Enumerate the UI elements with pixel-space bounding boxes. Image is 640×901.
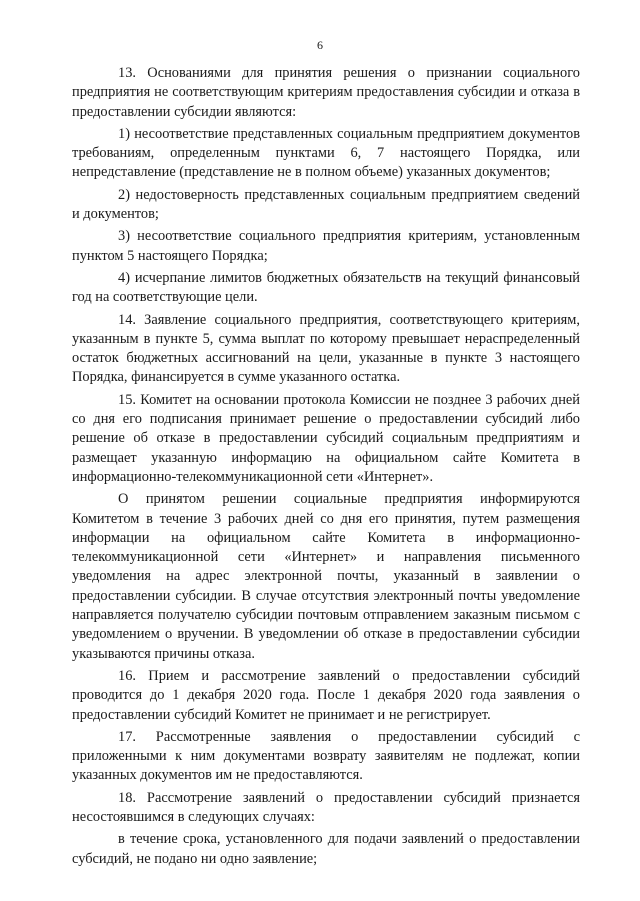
paragraph-16: 16. Прием и рассмотрение заявлений о предоставлении субсидий проводится до 1 декабря 2020 года. После 1 декабря 2020 года заявления о предоставлении субсидий Комитет не принимает и не регистрирует.: [72, 667, 580, 723]
paragraph-13-item-2: 2) недостоверность представленных социальным предприятием сведений и документов;: [72, 186, 580, 223]
paragraph-15-notification: О принятом решении социальные предприятия информируются Комитетом в течение 3 рабочих дней со дня его принятия, путем размещения информации на официальном сайте Комитета в информационно-телекоммуникационной сети «Интернет» и направления письменного уведомления на адрес электронной почты, указанный в заявлении о предоставлении субсидии. В случае отсутствия электронный почты уведомление направляется получателю субсидии почтовым отправлением заказным письмом с уведомлением о вручении. В уведомлении об отказе в предоставлении субсидии указываются причины отказа.: [72, 491, 580, 662]
paragraph-14: 14. Заявление социального предприятия, соответствующего критериям, указанным в пункте 5, сумма выплат по которому превышает нераспределенный остаток бюджетных ассигнований на цели, указанные в пункте 3 настоящего Порядка, финансируется в сумме указанного остатка.: [72, 311, 580, 386]
paragraph-13: 13. Основаниями для принятия решения о признании социального предприятия не соответствующим критериям предоставления субсидии и отказа в предоставлении субсидии являются:: [72, 65, 580, 120]
page-number: 6: [317, 38, 323, 52]
paragraph-18-case-1: в течение срока, установленного для подачи заявлений о предоставлении субсидий, не подано ни одно заявление;: [72, 831, 580, 867]
paragraph-13-item-1: 1) несоответствие представленных социальным предприятием документов требованиям, определенным пунктами 6, 7 настоящего Порядка, или непредставление (представление не в полном объеме) указанных документов;: [72, 125, 580, 181]
paragraph-17: 17. Рассмотренные заявления о предоставлении субсидий с приложенными к ним документами возврату заявителям не подлежат, копии указанных документов им не предоставляются.: [72, 728, 580, 784]
paragraph-13-item-3: 3) несоответствие социального предприятия критериям, установленным пунктом 5 настоящего Порядка;: [72, 228, 580, 264]
paragraph-13-item-4: 4) исчерпание лимитов бюджетных обязательств на текущий финансовый год на соответствующие цели.: [72, 269, 580, 306]
paragraph-15: 15. Комитет на основании протокола Комиссии не позднее 3 рабочих дней со дня его подписания принимает решение о предоставлении субсидий либо решение об отказе в предоставлении субсидий социальным предприятиям и размещает указанную информацию на официальном сайте Комитета в информационно-телекоммуникационной сети «Интернет».: [72, 391, 580, 485]
document-body: [72, 64, 580, 872]
paragraph-18: 18. Рассмотрение заявлений о предоставлении субсидий признается несостоявшимся в следующих случаях:: [72, 789, 580, 825]
